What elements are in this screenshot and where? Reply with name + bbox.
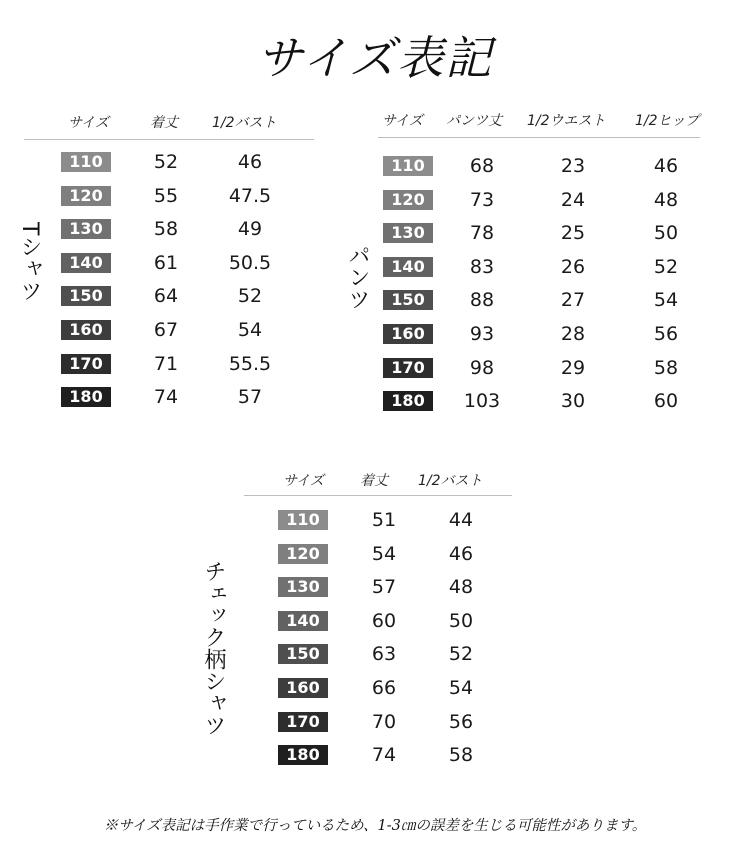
- table-cell: 61: [153, 252, 179, 274]
- table-cell: 57: [371, 576, 397, 598]
- size-badge: 150: [61, 286, 111, 306]
- table-cell: 58: [153, 218, 179, 240]
- table-cell: 93: [469, 323, 495, 345]
- table-cell: 57: [237, 386, 263, 408]
- size-badge: 170: [278, 712, 328, 732]
- table-cell: 54: [371, 543, 397, 565]
- pants-column-header: サイズ: [382, 113, 423, 129]
- size-badge: 180: [278, 745, 328, 765]
- table-cell: 70: [371, 711, 397, 733]
- header-divider: [24, 139, 314, 140]
- table-cell: 98: [469, 357, 495, 379]
- pants-table-label: パンツ: [345, 244, 370, 310]
- size-badge: 170: [383, 358, 433, 378]
- pants-column-header: パンツ丈: [446, 113, 502, 129]
- table-cell: 50: [448, 610, 474, 632]
- size-badge: 130: [383, 223, 433, 243]
- table-cell: 67: [153, 319, 179, 341]
- size-badge: 140: [278, 611, 328, 631]
- table-cell: 52: [653, 256, 679, 278]
- footnote: ※サイズ表記は手作業で行っているため、1-3㎝の誤差を生じる可能性があります。: [103, 818, 647, 834]
- shirt-table-label: Tシャツ: [17, 222, 42, 302]
- table-cell: 52: [153, 151, 179, 173]
- table-cell: 78: [469, 222, 495, 244]
- size-badge: 120: [383, 190, 433, 210]
- table-cell: 54: [448, 677, 474, 699]
- check-shirt-column-header: 着丈: [360, 473, 388, 489]
- table-cell: 47.5: [228, 185, 272, 207]
- check-shirt-column-header: 1/2バスト: [418, 473, 483, 489]
- table-cell: 28: [560, 323, 586, 345]
- size-badge: 150: [383, 290, 433, 310]
- size-badge: 110: [61, 152, 111, 172]
- table-cell: 103: [463, 390, 501, 412]
- table-cell: 55: [153, 185, 179, 207]
- header-divider: [244, 495, 512, 496]
- table-cell: 52: [237, 285, 263, 307]
- table-cell: 24: [560, 189, 586, 211]
- size-badge: 140: [61, 253, 111, 273]
- table-cell: 74: [153, 386, 179, 408]
- table-cell: 44: [448, 509, 474, 531]
- size-badge: 140: [383, 257, 433, 277]
- table-cell: 46: [653, 155, 679, 177]
- table-cell: 54: [237, 319, 263, 341]
- table-cell: 66: [371, 677, 397, 699]
- pants-column-header: 1/2ウエスト: [527, 113, 606, 129]
- table-cell: 64: [153, 285, 179, 307]
- table-cell: 46: [237, 151, 263, 173]
- table-cell: 56: [653, 323, 679, 345]
- table-cell: 29: [560, 357, 586, 379]
- table-cell: 51: [371, 509, 397, 531]
- page-title: サイズ表記: [256, 31, 494, 85]
- size-badge: 120: [278, 544, 328, 564]
- table-cell: 83: [469, 256, 495, 278]
- check-shirt-column-header: サイズ: [283, 473, 324, 489]
- table-cell: 23: [560, 155, 586, 177]
- pants-column-header: 1/2ヒップ: [635, 113, 700, 129]
- table-cell: 55.5: [228, 353, 272, 375]
- table-cell: 73: [469, 189, 495, 211]
- table-cell: 48: [448, 576, 474, 598]
- size-badge: 110: [383, 156, 433, 176]
- shirt-column-header: 着丈: [150, 115, 178, 131]
- table-cell: 74: [371, 744, 397, 766]
- table-cell: 56: [448, 711, 474, 733]
- size-badge: 130: [61, 219, 111, 239]
- table-cell: 25: [560, 222, 586, 244]
- size-badge: 160: [383, 324, 433, 344]
- table-cell: 46: [448, 543, 474, 565]
- size-badge: 160: [278, 678, 328, 698]
- table-cell: 48: [653, 189, 679, 211]
- header-divider: [378, 137, 700, 138]
- size-badge: 110: [278, 510, 328, 530]
- size-badge: 160: [61, 320, 111, 340]
- table-cell: 50.5: [228, 252, 272, 274]
- table-cell: 88: [469, 289, 495, 311]
- table-cell: 60: [371, 610, 397, 632]
- table-cell: 52: [448, 643, 474, 665]
- table-cell: 68: [469, 155, 495, 177]
- table-cell: 58: [653, 357, 679, 379]
- table-cell: 26: [560, 256, 586, 278]
- table-cell: 30: [560, 390, 586, 412]
- shirt-column-header: サイズ: [68, 115, 109, 131]
- size-badge: 120: [61, 186, 111, 206]
- size-badge: 130: [278, 577, 328, 597]
- table-cell: 50: [653, 222, 679, 244]
- table-cell: 49: [237, 218, 263, 240]
- size-badge: 150: [278, 644, 328, 664]
- table-cell: 58: [448, 744, 474, 766]
- table-cell: 27: [560, 289, 586, 311]
- size-badge: 180: [61, 387, 111, 407]
- size-badge: 170: [61, 354, 111, 374]
- table-cell: 63: [371, 643, 397, 665]
- shirt-column-header: 1/2バスト: [212, 115, 277, 131]
- size-badge: 180: [383, 391, 433, 411]
- table-cell: 71: [153, 353, 179, 375]
- table-cell: 54: [653, 289, 679, 311]
- table-cell: 60: [653, 390, 679, 412]
- check-shirt-table-label: チェック柄シャツ: [201, 560, 226, 736]
